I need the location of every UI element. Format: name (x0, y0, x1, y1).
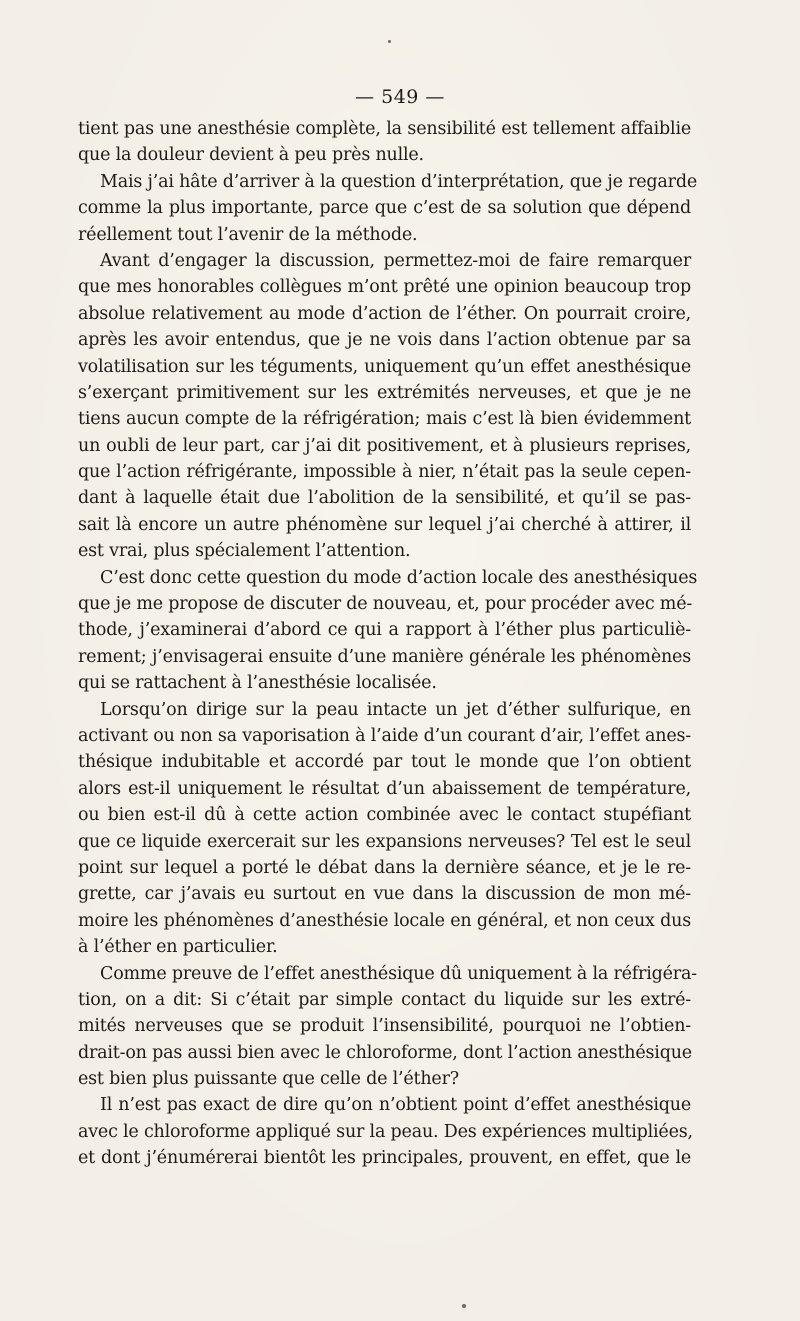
text-line: mités nerveuses que se produit l’insensibilité, pourquoi ne l’obtien- (78, 1016, 691, 1037)
paragraph (78, 1092, 691, 1171)
text-line: Comme preuve de l’effet anesthésique dû uniquement à la réfrigéra- (100, 963, 697, 984)
text-line: tiens aucun compte de la réfrigération; mais c’est là bien évidemment (78, 409, 691, 430)
text-line: thésique indubitable et accordé par tout le monde que l’on obtient (78, 752, 691, 773)
text-line: est vrai, plus spécialement l’attention. (78, 541, 411, 562)
text-line: s’exerçant primitivement sur les extrémités nerveuses, et que je ne (78, 382, 691, 403)
text-line: sait là encore un autre phénomène sur lequel j’ai cherché à attirer, il (78, 514, 691, 535)
text-line: tion, on a dit: Si c’était par simple contact du liquide sur les extré- (78, 989, 691, 1010)
text-line: réellement tout l’avenir de la méthode. (78, 224, 418, 245)
text-line: ou bien est-il dû à cette action combinée avec le contact stupéfiant (78, 805, 691, 826)
text-line: thode, j’examinerai d’abord ce qui a rapport à l’éther plus particuliè- (78, 620, 691, 641)
text-line: Mais j’ai hâte d’arriver à la question d’interprétation, que je regarde (100, 171, 697, 192)
text-line: activant ou non sa vaporisation à l’aide d’un courant d’air, l’effet anes- (78, 725, 691, 746)
text-line: qui se rattachent à l’anesthésie localisée. (78, 673, 437, 694)
text-line: à l’éther en particulier. (78, 937, 278, 958)
text-line: avec le chloroforme appliqué sur la peau. Des expériences multipliées, (78, 1121, 693, 1142)
text-line: Il n’est pas exact de dire qu’on n’obtient point d’effet anesthésique (100, 1095, 691, 1116)
text-line: que mes honorables collègues m’ont prêté une opinion beaucoup trop (78, 277, 691, 298)
text-line: tient pas une anesthésie complète, la sensibilité est tellement affaiblie (78, 119, 691, 139)
text-line: drait-on pas aussi bien avec le chloroforme, dont l’action anesthésique (78, 1042, 692, 1063)
text-line: volatilisation sur les téguments, uniquement qu’un effet anesthésique (78, 356, 691, 377)
text-line: dant à laquelle était due l’abolition de la sensibilité, et qu’il se pas- (78, 488, 691, 509)
text-line: rement; j’envisagerai ensuite d’une manière générale les phénomènes (78, 646, 691, 667)
text-line: absolue relativement au mode d’action de l’éther. On pourrait croire, (78, 303, 691, 324)
text-line: est bien plus puissante que celle de l’éther? (78, 1069, 459, 1090)
paragraph (78, 565, 698, 697)
text-line: que l’action réfrigérante, impossible à nier, n’était pas la seule cepen- (78, 462, 691, 483)
text-line: Avant d’engager la discussion, permettez-moi de faire remarquer (100, 250, 691, 271)
text-line: Lorsqu’on dirige sur la peau intacte un jet d’éther sulfurique, en (100, 699, 691, 720)
text-line: que ce liquide exercerait sur les expansions nerveuses? Tel est le seul (78, 831, 691, 852)
paragraph (78, 116, 691, 169)
body-text (78, 116, 698, 1172)
text-line: alors est-il uniquement le résultat d’un abaissement de température, (78, 778, 691, 799)
text-line: point sur lequel a porté le débat dans la dernière séance, et je le re- (78, 857, 691, 878)
text-line: grette, car j’avais eu surtout en vue dans la discussion de mon mé- (78, 884, 691, 905)
text-line: que je me propose de discuter de nouveau, et, pour procéder avec mé- (78, 594, 693, 615)
text-line: C’est donc cette question du mode d’action locale des anesthésiques (100, 567, 698, 588)
print-speck (462, 1304, 466, 1308)
print-speck (388, 40, 391, 43)
paragraph (78, 248, 691, 565)
text-line: après les avoir entendus, que je ne vois dans l’action obtenue par sa (78, 330, 691, 351)
paragraph (78, 961, 697, 1093)
page-number: — 549 — (355, 86, 445, 108)
text-line: et dont j’énumérerai bientôt les principales, prouvent, en effet, que le (78, 1148, 691, 1169)
text-line: moire les phénomènes d’anesthésie locale en général, et non ceux dus (78, 910, 691, 931)
paragraph (78, 169, 697, 248)
paragraph (78, 697, 691, 961)
text-line: comme la plus importante, parce que c’est de sa solution que dépend (78, 198, 691, 219)
text-line: un oubli de leur part, car j’ai dit positivement, et à plusieurs reprises, (78, 435, 691, 456)
text-line: que la douleur devient à peu près nulle. (78, 145, 424, 166)
